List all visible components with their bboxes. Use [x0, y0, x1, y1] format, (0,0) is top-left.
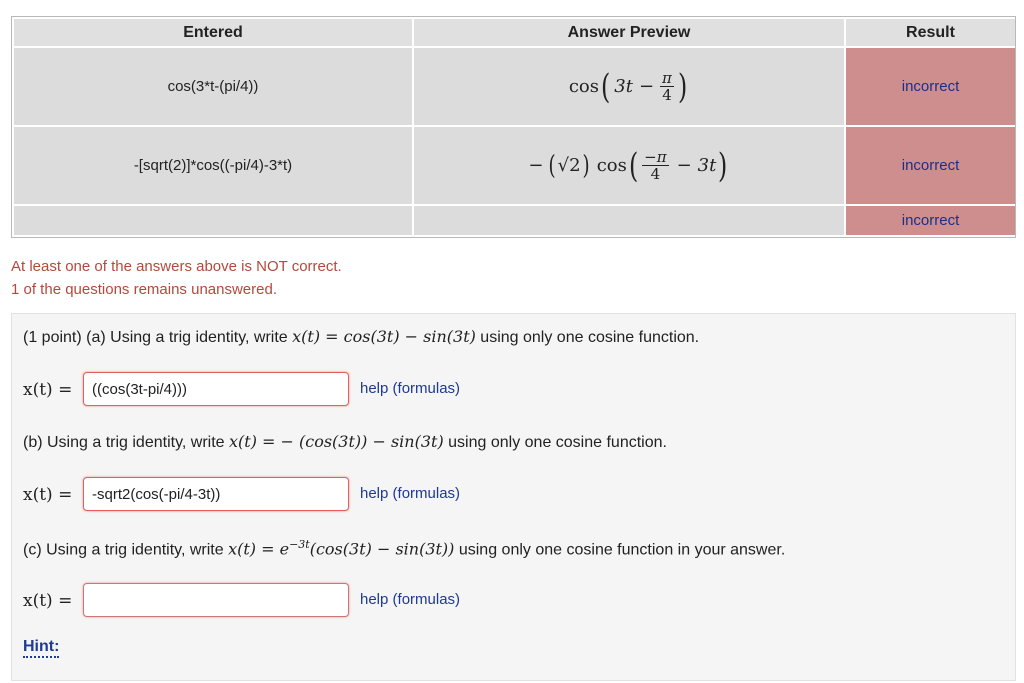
part-b-expression: x(t) = − (cos(3t)) − sin(3t) — [229, 432, 444, 451]
result-cell-3: incorrect — [846, 206, 1015, 235]
preview-cell-3 — [414, 206, 844, 235]
part-c-question — [23, 538, 785, 559]
hint-link[interactable]: Hint: — [23, 638, 59, 658]
preview-cell-2 — [414, 127, 844, 204]
part-c-answer-input[interactable] — [83, 583, 349, 617]
left-paren: ( — [600, 66, 611, 107]
preview-cell-1 — [414, 48, 844, 125]
neg-pi-over-four — [642, 149, 668, 182]
minus-sign: − — [676, 155, 692, 176]
cos-text: cos — [568, 76, 599, 97]
part-a-expression: x(t) = cos(3t) − sin(3t) — [292, 327, 476, 346]
three-t-text: 3t — [614, 76, 633, 97]
header-entered: Entered — [14, 19, 412, 46]
left-paren: ( — [548, 150, 557, 181]
header-answer-preview: Answer Preview — [414, 19, 844, 46]
frac-denominator: 4 — [662, 86, 672, 104]
frac-numerator: π — [662, 69, 672, 87]
frac-numerator: −π — [644, 148, 667, 166]
part-b-question — [23, 432, 667, 452]
part-c-help-link[interactable]: help (formulas) — [360, 591, 461, 608]
problem-panel — [11, 313, 1016, 681]
right-paren: ) — [718, 145, 728, 186]
part-c-exponent: −3t — [289, 538, 310, 551]
sqrt-two: √2 — [557, 155, 581, 176]
right-paren: ) — [582, 150, 590, 181]
part-a-label: x(t) = — [23, 380, 73, 400]
minus-sign: − — [638, 76, 655, 97]
part-b-help-link[interactable]: help (formulas) — [360, 485, 461, 502]
cos-text: cos — [596, 155, 627, 176]
part-a-question — [23, 327, 699, 347]
part-c-label: x(t) = — [23, 591, 73, 611]
pi-over-four — [660, 70, 674, 103]
entered-cell-2: -[sqrt(2)]*cos((-pi/4)-3*t) — [14, 127, 412, 204]
not-correct-message: At least one of the answers above is NOT correct. — [11, 258, 342, 275]
entered-cell-1: cos(3*t-(pi/4)) — [14, 48, 412, 125]
part-c-expression-lead: x(t) = e — [228, 539, 290, 559]
part-b-prefix: (b) Using a trig identity, write — [23, 434, 229, 451]
unanswered-message: 1 of the questions remains unanswered. — [11, 281, 277, 298]
part-a-answer-input[interactable] — [83, 372, 349, 406]
header-result: Result — [846, 19, 1015, 46]
part-c-suffix: using only one cosine function in your answer. — [454, 541, 786, 559]
result-cell-2: incorrect — [846, 127, 1015, 204]
preview-math-2 — [528, 145, 729, 186]
left-paren: ( — [628, 145, 639, 186]
preview-math-1 — [568, 66, 689, 107]
result-cell-1: incorrect — [846, 48, 1015, 125]
part-b-answer-input[interactable] — [83, 477, 349, 511]
part-c-prefix: (c) Using a trig identity, write — [23, 541, 229, 559]
part-b-suffix: using only one cosine function. — [443, 434, 667, 451]
entered-cell-3 — [14, 206, 412, 235]
part-a-suffix: using only one cosine function. — [475, 329, 700, 346]
part-a-help-link[interactable]: help (formulas) — [360, 380, 461, 397]
right-paren: ) — [677, 66, 688, 107]
results-table — [11, 16, 1016, 238]
minus-sign: − — [528, 155, 544, 176]
part-b-label: x(t) = — [23, 485, 73, 505]
part-a-prefix: (1 point) (a) Using a trig identity, write — [23, 329, 293, 346]
part-c-expression-tail: (cos(3t) − sin(3t)) — [309, 539, 455, 559]
three-t-text: 3t — [697, 155, 717, 176]
frac-denominator: 4 — [650, 165, 661, 183]
